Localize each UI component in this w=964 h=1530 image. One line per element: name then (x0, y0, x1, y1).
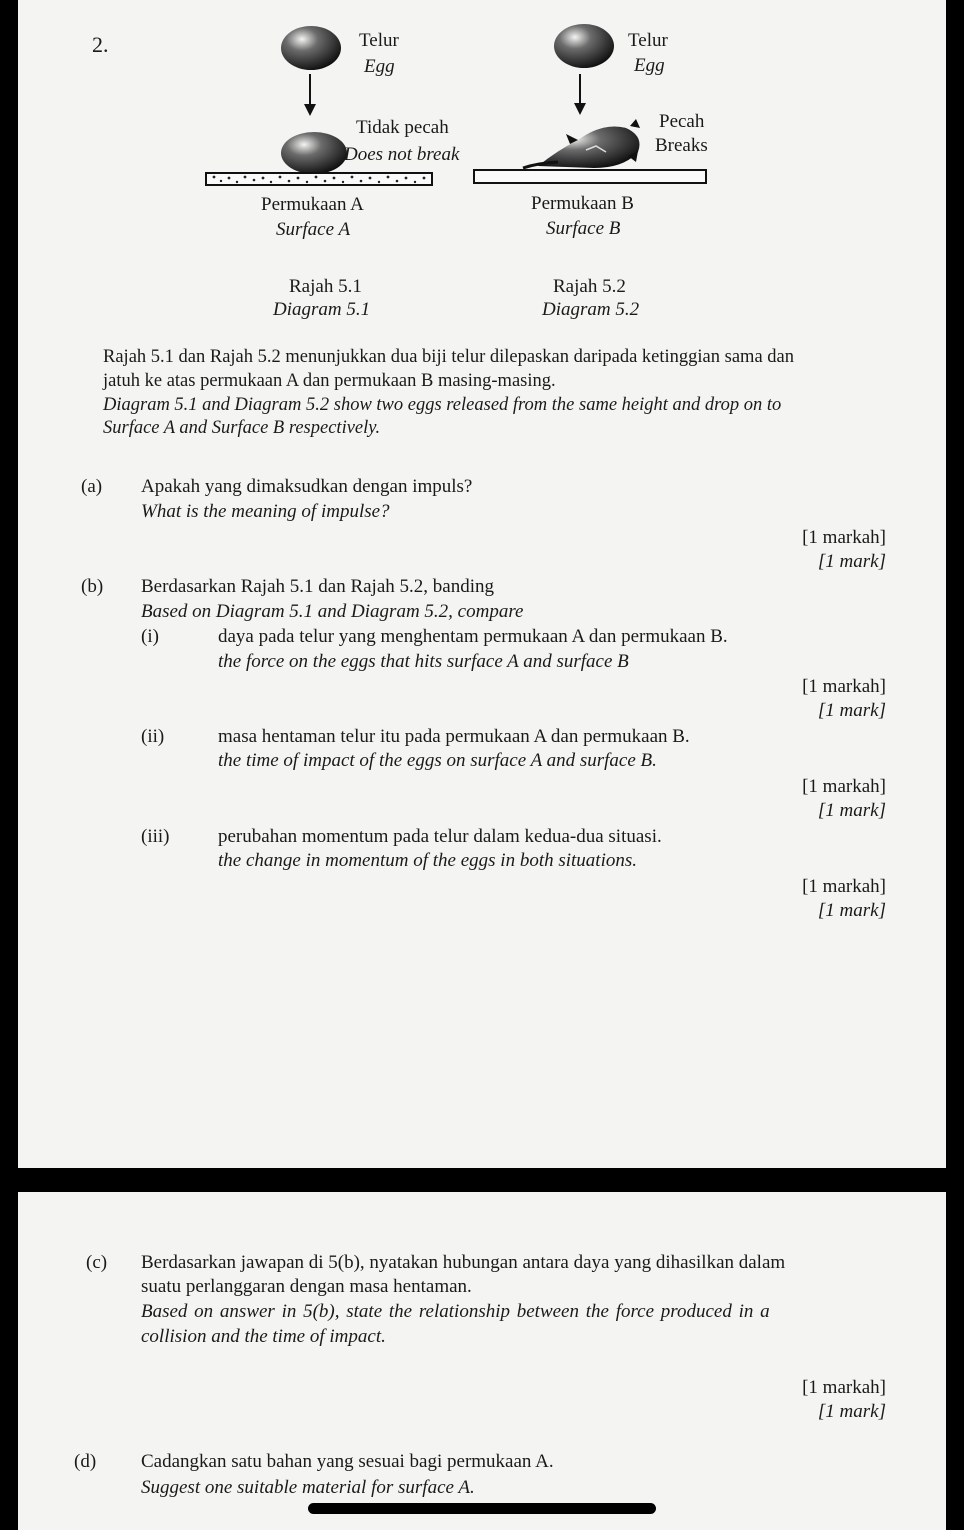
part-c-question-line2: suatu perlanggaran dengan masa hentaman. (141, 1276, 472, 1297)
part-b-i-marks-en: [1 mark] (817, 700, 886, 721)
surface-b-label-en: Surface B (546, 218, 621, 239)
part-d-label: (d) (74, 1451, 97, 1472)
part-d-question: Cadangkan satu bahan yang sesuai bagi permukaan A. (141, 1451, 554, 1472)
part-b-i-question-en: the force on the eggs that hits surface A and surface B (218, 651, 629, 672)
part-b-iii-marks: [1 markah] (802, 876, 886, 897)
down-arrow-left-icon (304, 74, 316, 116)
part-b-ii-label: (ii) (141, 726, 165, 747)
part-a-question-en: What is the meaning of impulse? (141, 501, 390, 522)
part-a-label: (a) (81, 476, 103, 497)
part-c-question-en-line1: Based on answer in 5(b), state the relationship between the force produced in a (141, 1301, 770, 1322)
egg-drop-diagram (18, 0, 946, 250)
not-break-label: Tidak pecah (356, 117, 449, 138)
part-b-label: (b) (81, 576, 104, 597)
egg-label-right-en: Egg (634, 55, 665, 76)
figure-5-2-label-en: Diagram 5.2 (542, 299, 640, 320)
egg-label-left-en: Egg (364, 56, 395, 77)
surface-a-label-en: Surface A (276, 219, 351, 240)
surface-a-icon (206, 173, 432, 185)
part-b-ii-marks: [1 markah] (802, 776, 886, 797)
part-b-iii-question: perubahan momentum pada telur dalam kedua-dua situasi. (218, 826, 662, 847)
surface-b-label: Permukaan B (531, 193, 634, 214)
intro-ms-line2: jatuh ke atas permukaan A dan permukaan B masing-masing. (103, 371, 556, 391)
part-b-i-marks: [1 markah] (802, 676, 886, 697)
exam-page-2 (18, 1192, 946, 1530)
egg-label-right: Telur (628, 30, 668, 51)
part-c-question-en-line2: collision and the time of impact. (141, 1326, 386, 1347)
falling-egg-right-icon (554, 24, 614, 68)
part-a-marks: [1 markah] (802, 527, 886, 548)
figure-5-2-label: Rajah 5.2 (553, 276, 626, 297)
question-number: 2. (92, 32, 109, 57)
part-c-marks: [1 markah] (802, 1377, 886, 1398)
part-b-stem-en: Based on Diagram 5.1 and Diagram 5.2, compare (141, 601, 524, 622)
part-d-question-en: Suggest one suitable material for surface A. (141, 1477, 475, 1498)
figure-5-1-label: Rajah 5.1 (289, 276, 362, 297)
intro-ms-line1: Rajah 5.1 dan Rajah 5.2 menunjukkan dua biji telur dilepaskan daripada ketinggian sama dan (103, 347, 794, 367)
intro-en-line1: Diagram 5.1 and Diagram 5.2 show two eggs released from the same height and drop on to (103, 395, 782, 415)
breaks-label-en: Breaks (655, 135, 708, 156)
part-b-i-question: daya pada telur yang menghentam permukaan A dan permukaan B. (218, 626, 728, 647)
part-b-ii-marks-en: [1 mark] (817, 800, 886, 821)
part-b-iii-question-en: the change in momentum of the eggs in both situations. (218, 850, 638, 871)
part-c-marks-en: [1 mark] (817, 1401, 886, 1422)
breaks-label: Pecah (659, 111, 705, 132)
falling-egg-left-icon (281, 26, 341, 70)
part-b-iii-label: (iii) (141, 826, 170, 847)
surface-b-icon (474, 170, 706, 183)
exam-page-1 (18, 0, 946, 1168)
part-b-ii-question-en: the time of impact of the eggs on surface A and surface B. (218, 750, 657, 771)
part-a-question: Apakah yang dimaksudkan dengan impuls? (141, 476, 473, 497)
part-a-marks-en: [1 mark] (817, 551, 886, 572)
part-b-stem: Berdasarkan Rajah 5.1 dan Rajah 5.2, banding (141, 576, 494, 597)
surface-a-label: Permukaan A (261, 194, 364, 215)
broken-egg-icon (523, 119, 640, 168)
part-c-question-line1: Berdasarkan jawapan di 5(b), nyatakan hubungan antara daya yang dihasilkan dalam (141, 1252, 786, 1273)
intro-en-line2: Surface A and Surface B respectively. (103, 418, 381, 438)
home-indicator-bar[interactable] (308, 1503, 656, 1514)
intact-egg-icon (281, 132, 347, 174)
down-arrow-right-icon (574, 74, 586, 115)
part-c-label: (c) (86, 1252, 108, 1273)
part-b-iii-marks-en: [1 mark] (817, 900, 886, 921)
egg-label-left: Telur (359, 30, 399, 51)
part-b-i-label: (i) (141, 626, 159, 647)
figure-5-1-label-en: Diagram 5.1 (273, 299, 371, 320)
not-break-label-en: Does not break (344, 144, 460, 165)
part-b-ii-question: masa hentaman telur itu pada permukaan A dan permukaan B. (218, 726, 690, 747)
